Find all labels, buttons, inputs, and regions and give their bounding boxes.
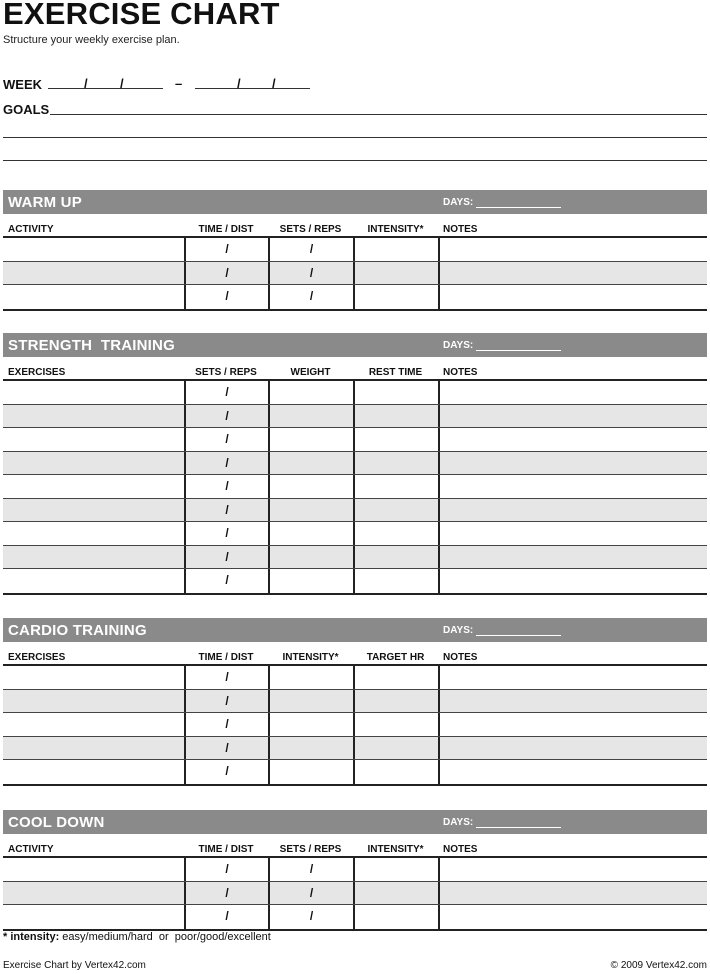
week-start-slash-1: / xyxy=(84,76,88,91)
cardio-header-bar xyxy=(3,618,707,642)
slash-separator: / xyxy=(225,549,229,564)
strength-cell-4[interactable] xyxy=(353,546,438,569)
warmup-cell-3[interactable] xyxy=(268,285,353,309)
warmup-cell-3[interactable] xyxy=(268,238,353,261)
strength-cell-5[interactable] xyxy=(438,428,707,451)
warmup-table xyxy=(3,236,707,311)
strength-col-weight: WEIGHT xyxy=(290,367,331,378)
cardio-cell-5[interactable] xyxy=(438,713,707,736)
cooldown-col-sets: SETS / REPS xyxy=(279,844,342,855)
cardio-cell-5[interactable] xyxy=(438,760,707,784)
slash-separator: / xyxy=(225,909,229,923)
footnote-text: easy/medium/hard or poor/good/excellent xyxy=(59,931,271,943)
warmup-col-notes: NOTES xyxy=(443,224,478,235)
week-end-line xyxy=(195,88,310,89)
cardio-cell-2[interactable] xyxy=(184,760,268,784)
cooldown-cell-2[interactable] xyxy=(184,858,268,881)
slash-separator: / xyxy=(225,502,229,517)
cooldown-cell-3[interactable] xyxy=(268,858,353,881)
slash-separator: / xyxy=(225,242,229,256)
slash-separator: / xyxy=(309,909,314,923)
slash-separator: / xyxy=(225,693,229,708)
warmup-cell-4[interactable] xyxy=(353,262,438,285)
cardio-cell-4[interactable] xyxy=(353,713,438,736)
strength-days-label: DAYS: xyxy=(443,340,474,351)
slash-separator: / xyxy=(225,265,229,280)
warmup-col-activity: ACTIVITY xyxy=(8,224,54,235)
table-row xyxy=(3,238,707,262)
table-row xyxy=(3,690,707,714)
cooldown-cell-4[interactable] xyxy=(353,858,438,881)
strength-cell-5[interactable] xyxy=(438,546,707,569)
page-title: EXERCISE CHART xyxy=(3,0,280,31)
strength-table xyxy=(3,379,707,595)
strength-cell-3[interactable] xyxy=(268,405,353,428)
strength-cell-1[interactable] xyxy=(3,546,184,569)
strength-cell-5[interactable] xyxy=(438,522,707,545)
slash-separator: / xyxy=(225,764,229,778)
slash-separator: / xyxy=(225,740,229,755)
cardio-cell-3[interactable] xyxy=(268,713,353,736)
cooldown-cell-1[interactable] xyxy=(3,905,184,929)
cardio-cell-1[interactable] xyxy=(3,760,184,784)
strength-cell-2[interactable] xyxy=(184,522,268,545)
strength-cell-4[interactable] xyxy=(353,428,438,451)
cardio-cell-2[interactable] xyxy=(184,737,268,760)
week-end-slash-2: / xyxy=(272,76,276,91)
strength-title: STRENGTH TRAINING xyxy=(8,337,175,354)
table-row xyxy=(3,285,707,309)
cooldown-header-bar xyxy=(3,810,707,834)
strength-cell-2[interactable] xyxy=(184,475,268,498)
slash-separator: / xyxy=(309,289,314,303)
cardio-cell-2[interactable] xyxy=(184,690,268,713)
warmup-cell-1[interactable] xyxy=(3,238,184,261)
cardio-cell-2[interactable] xyxy=(184,713,268,736)
cooldown-cell-5[interactable] xyxy=(438,882,707,905)
cardio-title: CARDIO TRAINING xyxy=(8,622,147,639)
table-row xyxy=(3,713,707,737)
cardio-cell-4[interactable] xyxy=(353,666,438,689)
strength-cell-2[interactable] xyxy=(184,499,268,522)
table-row xyxy=(3,905,707,929)
strength-cell-2[interactable] xyxy=(184,546,268,569)
footnote-label: intensity: xyxy=(10,931,60,943)
table-row xyxy=(3,546,707,570)
cooldown-days-field[interactable] xyxy=(476,827,561,828)
warmup-title: WARM UP xyxy=(8,194,82,211)
strength-cell-1[interactable] xyxy=(3,522,184,545)
slash-separator: / xyxy=(309,242,314,256)
warmup-days-field[interactable] xyxy=(476,207,561,208)
strength-cell-1[interactable] xyxy=(3,569,184,593)
strength-cell-5[interactable] xyxy=(438,475,707,498)
cardio-col-exercises: EXERCISES xyxy=(8,652,66,663)
slash-separator: / xyxy=(309,862,314,876)
table-row xyxy=(3,405,707,429)
cooldown-title: COOL DOWN xyxy=(8,814,105,831)
strength-cell-4[interactable] xyxy=(353,499,438,522)
footnote-star: * xyxy=(3,931,11,943)
cardio-col-notes: NOTES xyxy=(443,652,478,663)
cardio-cell-2[interactable] xyxy=(184,666,268,689)
cooldown-days-label: DAYS: xyxy=(443,817,474,828)
strength-cell-4[interactable] xyxy=(353,405,438,428)
cooldown-col-time: TIME / DIST xyxy=(198,844,254,855)
table-row xyxy=(3,760,707,784)
goals-label: GOALS xyxy=(3,102,50,117)
slash-separator: / xyxy=(225,885,229,900)
strength-cell-5[interactable] xyxy=(438,569,707,593)
table-row xyxy=(3,666,707,690)
strength-cell-5[interactable] xyxy=(438,452,707,475)
cooldown-cell-3[interactable] xyxy=(268,905,353,929)
strength-cell-2[interactable] xyxy=(184,569,268,593)
strength-cell-4[interactable] xyxy=(353,522,438,545)
slash-separator: / xyxy=(225,526,229,540)
cardio-days-field[interactable] xyxy=(476,635,561,636)
warmup-cell-4[interactable] xyxy=(353,285,438,309)
footer-credit: Exercise Chart by Vertex42.com xyxy=(3,960,146,971)
cardio-col-time: TIME / DIST xyxy=(198,652,254,663)
goals-line-2[interactable] xyxy=(3,137,707,138)
strength-cell-2[interactable] xyxy=(184,428,268,451)
strength-col-exercises: EXERCISES xyxy=(8,367,66,378)
strength-cell-1[interactable] xyxy=(3,475,184,498)
cardio-cell-4[interactable] xyxy=(353,760,438,784)
strength-col-sets: SETS / REPS xyxy=(195,367,257,378)
week-start-line xyxy=(48,88,163,89)
warmup-cell-5[interactable] xyxy=(438,262,707,285)
cardio-cell-5[interactable] xyxy=(438,690,707,713)
cardio-col-target-hr: TARGET HR xyxy=(366,652,425,663)
slash-separator: / xyxy=(225,455,229,470)
cooldown-cell-2[interactable] xyxy=(184,882,268,905)
cardio-days-label: DAYS: xyxy=(443,625,474,636)
cardio-cell-3[interactable] xyxy=(268,737,353,760)
cardio-cell-1[interactable] xyxy=(3,690,184,713)
warmup-cell-2[interactable] xyxy=(184,285,268,309)
slash-separator: / xyxy=(225,385,229,399)
week-dash: – xyxy=(175,76,183,91)
table-row xyxy=(3,882,707,906)
table-row xyxy=(3,428,707,452)
cardio-cell-5[interactable] xyxy=(438,666,707,689)
cardio-cell-4[interactable] xyxy=(353,690,438,713)
warmup-cell-5[interactable] xyxy=(438,285,707,309)
warmup-cell-3[interactable] xyxy=(268,262,353,285)
strength-cell-3[interactable] xyxy=(268,381,353,404)
table-row xyxy=(3,381,707,405)
strength-col-notes: NOTES xyxy=(443,367,478,378)
strength-cell-5[interactable] xyxy=(438,405,707,428)
intensity-footnote xyxy=(3,931,271,943)
strength-cell-4[interactable] xyxy=(353,452,438,475)
cardio-table xyxy=(3,664,707,786)
cardio-cell-1[interactable] xyxy=(3,666,184,689)
warmup-col-intensity: INTENSITY* xyxy=(367,224,424,235)
cooldown-cell-1[interactable] xyxy=(3,858,184,881)
page-subtitle: Structure your weekly exercise plan. xyxy=(3,34,180,46)
table-row xyxy=(3,858,707,882)
strength-cell-3[interactable] xyxy=(268,475,353,498)
table-row xyxy=(3,522,707,546)
cooldown-col-notes: NOTES xyxy=(443,844,478,855)
slash-separator: / xyxy=(225,432,229,446)
warmup-cell-4[interactable] xyxy=(353,238,438,261)
slash-separator: / xyxy=(225,289,229,303)
strength-cell-1[interactable] xyxy=(3,428,184,451)
warmup-cell-5[interactable] xyxy=(438,238,707,261)
footer-copyright: © 2009 Vertex42.com xyxy=(610,960,707,971)
warmup-col-time: TIME / DIST xyxy=(198,224,254,235)
warmup-cell-1[interactable] xyxy=(3,262,184,285)
goals-line-3[interactable] xyxy=(3,160,707,161)
cooldown-table xyxy=(3,856,707,931)
cooldown-cell-1[interactable] xyxy=(3,882,184,905)
strength-cell-4[interactable] xyxy=(353,475,438,498)
table-row xyxy=(3,475,707,499)
strength-cell-2[interactable] xyxy=(184,405,268,428)
cardio-cell-3[interactable] xyxy=(268,690,353,713)
strength-cell-2[interactable] xyxy=(184,452,268,475)
strength-cell-1[interactable] xyxy=(3,452,184,475)
table-row xyxy=(3,737,707,761)
cooldown-cell-3[interactable] xyxy=(268,882,353,905)
strength-cell-4[interactable] xyxy=(353,569,438,593)
strength-header-bar xyxy=(3,333,707,357)
warmup-cell-2[interactable] xyxy=(184,262,268,285)
strength-cell-3[interactable] xyxy=(268,546,353,569)
cardio-cell-3[interactable] xyxy=(268,666,353,689)
warmup-days-label: DAYS: xyxy=(443,197,474,208)
cardio-cell-1[interactable] xyxy=(3,713,184,736)
warmup-col-sets: SETS / REPS xyxy=(279,224,342,235)
warmup-header-bar xyxy=(3,190,707,214)
cardio-cell-1[interactable] xyxy=(3,737,184,760)
cardio-col-intensity: INTENSITY* xyxy=(282,652,339,663)
cardio-cell-4[interactable] xyxy=(353,737,438,760)
strength-cell-3[interactable] xyxy=(268,522,353,545)
warmup-cell-2[interactable] xyxy=(184,238,268,261)
cooldown-col-intensity: INTENSITY* xyxy=(367,844,424,855)
strength-cell-5[interactable] xyxy=(438,499,707,522)
cooldown-cell-5[interactable] xyxy=(438,858,707,881)
week-end-slash-1: / xyxy=(237,76,241,91)
cooldown-cell-5[interactable] xyxy=(438,905,707,929)
cooldown-cell-2[interactable] xyxy=(184,905,268,929)
cooldown-cell-4[interactable] xyxy=(353,882,438,905)
strength-cell-5[interactable] xyxy=(438,381,707,404)
cardio-cell-3[interactable] xyxy=(268,760,353,784)
strength-cell-3[interactable] xyxy=(268,569,353,593)
slash-separator: / xyxy=(225,408,229,423)
week-label: WEEK xyxy=(3,77,42,92)
cooldown-cell-4[interactable] xyxy=(353,905,438,929)
table-row xyxy=(3,499,707,523)
strength-col-rest: REST TIME xyxy=(368,367,423,378)
slash-separator: / xyxy=(225,670,229,684)
slash-separator: / xyxy=(225,479,229,493)
table-row xyxy=(3,452,707,476)
strength-cell-2[interactable] xyxy=(184,381,268,404)
strength-cell-1[interactable] xyxy=(3,405,184,428)
strength-cell-4[interactable] xyxy=(353,381,438,404)
cooldown-col-activity: ACTIVITY xyxy=(8,844,54,855)
strength-cell-1[interactable] xyxy=(3,381,184,404)
warmup-cell-1[interactable] xyxy=(3,285,184,309)
slash-separator: / xyxy=(309,265,314,280)
table-row xyxy=(3,569,707,593)
slash-separator: / xyxy=(309,885,314,900)
cardio-cell-5[interactable] xyxy=(438,737,707,760)
slash-separator: / xyxy=(225,717,229,731)
slash-separator: / xyxy=(225,862,229,876)
goals-line-1[interactable] xyxy=(50,114,707,115)
strength-cell-3[interactable] xyxy=(268,452,353,475)
table-row xyxy=(3,262,707,286)
slash-separator: / xyxy=(225,573,229,587)
strength-cell-1[interactable] xyxy=(3,499,184,522)
strength-days-field[interactable] xyxy=(476,350,561,351)
strength-cell-3[interactable] xyxy=(268,499,353,522)
week-start-slash-2: / xyxy=(120,76,124,91)
strength-cell-3[interactable] xyxy=(268,428,353,451)
